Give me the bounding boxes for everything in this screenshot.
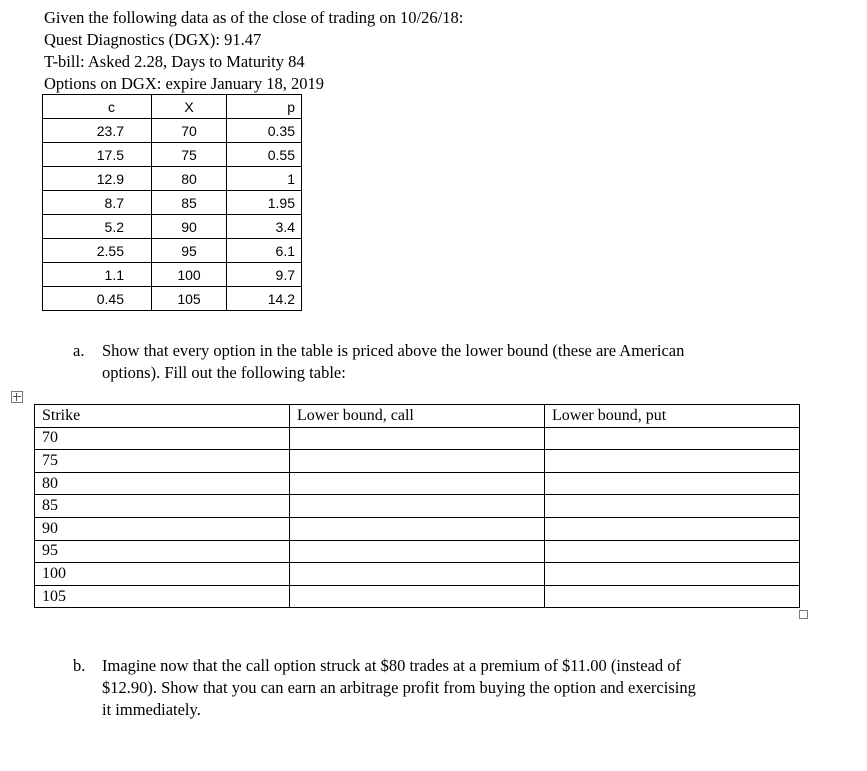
lower-bound-call-cell[interactable] [290,427,545,450]
intro-line-date: Given the following data as of the close of trading on 10/26/18: [44,8,464,27]
table-row [43,191,302,215]
lower-bound-call-cell[interactable] [290,585,545,608]
lower-bound-put-cell[interactable] [545,450,800,473]
lower-bound-call-cell[interactable] [290,563,545,586]
table-row [35,472,800,495]
intro-line-stock: Quest Diagnostics (DGX): 91.47 [44,30,262,49]
question-a-letter: a. [73,341,85,360]
strike-cell: 90 [152,215,227,239]
lower-bound-header-row [35,405,800,428]
lower-bound-put-cell[interactable] [545,540,800,563]
strike-cell: 100 [35,563,290,586]
strike-cell: 105 [35,585,290,608]
call-price-cell: 2.55 [43,239,152,263]
table-row [35,517,800,540]
lower-bound-call-cell[interactable] [290,495,545,518]
question-a-text [102,340,684,384]
question-b-line: Imagine now that the call option struck at $80 trades at a premium of $11.00 (instead of [102,656,682,675]
table-row [43,119,302,143]
strike-cell: 70 [152,119,227,143]
options-table-header-row [43,95,302,119]
table-row [35,495,800,518]
table-row [43,287,302,311]
header-strike: Strike [35,405,290,428]
call-price-cell: 17.5 [43,143,152,167]
call-price-cell: 5.2 [43,215,152,239]
intro-line-tbill: T-bill: Asked 2.28, Days to Maturity 84 [44,52,305,71]
question-a-line: Show that every option in the table is priced above the lower bound (these are American [102,341,685,360]
table-row [43,167,302,191]
header-put: p [227,95,302,119]
strike-cell: 100 [152,263,227,287]
call-price-cell: 23.7 [43,119,152,143]
options-table [42,94,302,311]
table-row [35,540,800,563]
put-price-cell: 9.7 [227,263,302,287]
table-row [43,239,302,263]
put-price-cell: 0.35 [227,119,302,143]
lower-bound-put-cell[interactable] [545,495,800,518]
table-resize-handle-icon[interactable] [799,610,808,619]
header-lower-bound-call: Lower bound, call [290,405,545,428]
lower-bound-put-cell[interactable] [545,563,800,586]
table-row [43,215,302,239]
header-strike: X [152,95,227,119]
table-move-handle-icon[interactable] [11,391,23,403]
question-a [73,340,833,386]
lower-bound-call-cell[interactable] [290,472,545,495]
put-price-cell: 14.2 [227,287,302,311]
lower-bound-table [34,404,800,608]
intro-block [44,7,463,95]
call-price-cell: 12.9 [43,167,152,191]
lower-bound-call-cell[interactable] [290,540,545,563]
lower-bound-put-cell[interactable] [545,427,800,450]
lower-bound-put-cell[interactable] [545,517,800,540]
strike-cell: 75 [35,450,290,473]
strike-cell: 85 [152,191,227,215]
question-a-line: options). Fill out the following table: [102,363,346,382]
lower-bound-put-cell[interactable] [545,585,800,608]
put-price-cell: 1 [227,167,302,191]
question-b-letter: b. [73,656,86,675]
question-b-line: it immediately. [102,700,201,719]
strike-cell: 95 [35,540,290,563]
header-call: c [43,95,152,119]
table-row [35,585,800,608]
header-lower-bound-put: Lower bound, put [545,405,800,428]
strike-cell: 85 [35,495,290,518]
put-price-cell: 0.55 [227,143,302,167]
put-price-cell: 6.1 [227,239,302,263]
strike-cell: 90 [35,517,290,540]
lower-bound-call-cell[interactable] [290,517,545,540]
table-row [43,143,302,167]
strike-cell: 105 [152,287,227,311]
call-price-cell: 1.1 [43,263,152,287]
table-row [43,263,302,287]
table-row [35,563,800,586]
put-price-cell: 3.4 [227,215,302,239]
strike-cell: 70 [35,427,290,450]
question-b-text [102,655,696,721]
strike-cell: 75 [152,143,227,167]
call-price-cell: 0.45 [43,287,152,311]
call-price-cell: 8.7 [43,191,152,215]
strike-cell: 80 [152,167,227,191]
lower-bound-put-cell[interactable] [545,472,800,495]
lower-bound-call-cell[interactable] [290,450,545,473]
table-row [35,427,800,450]
question-b [73,655,833,723]
strike-cell: 95 [152,239,227,263]
question-b-line: $12.90). Show that you can earn an arbitrage profit from buying the option and exercising [102,678,696,697]
put-price-cell: 1.95 [227,191,302,215]
intro-line-options: Options on DGX: expire January 18, 2019 [44,74,325,93]
strike-cell: 80 [35,472,290,495]
table-row [35,450,800,473]
